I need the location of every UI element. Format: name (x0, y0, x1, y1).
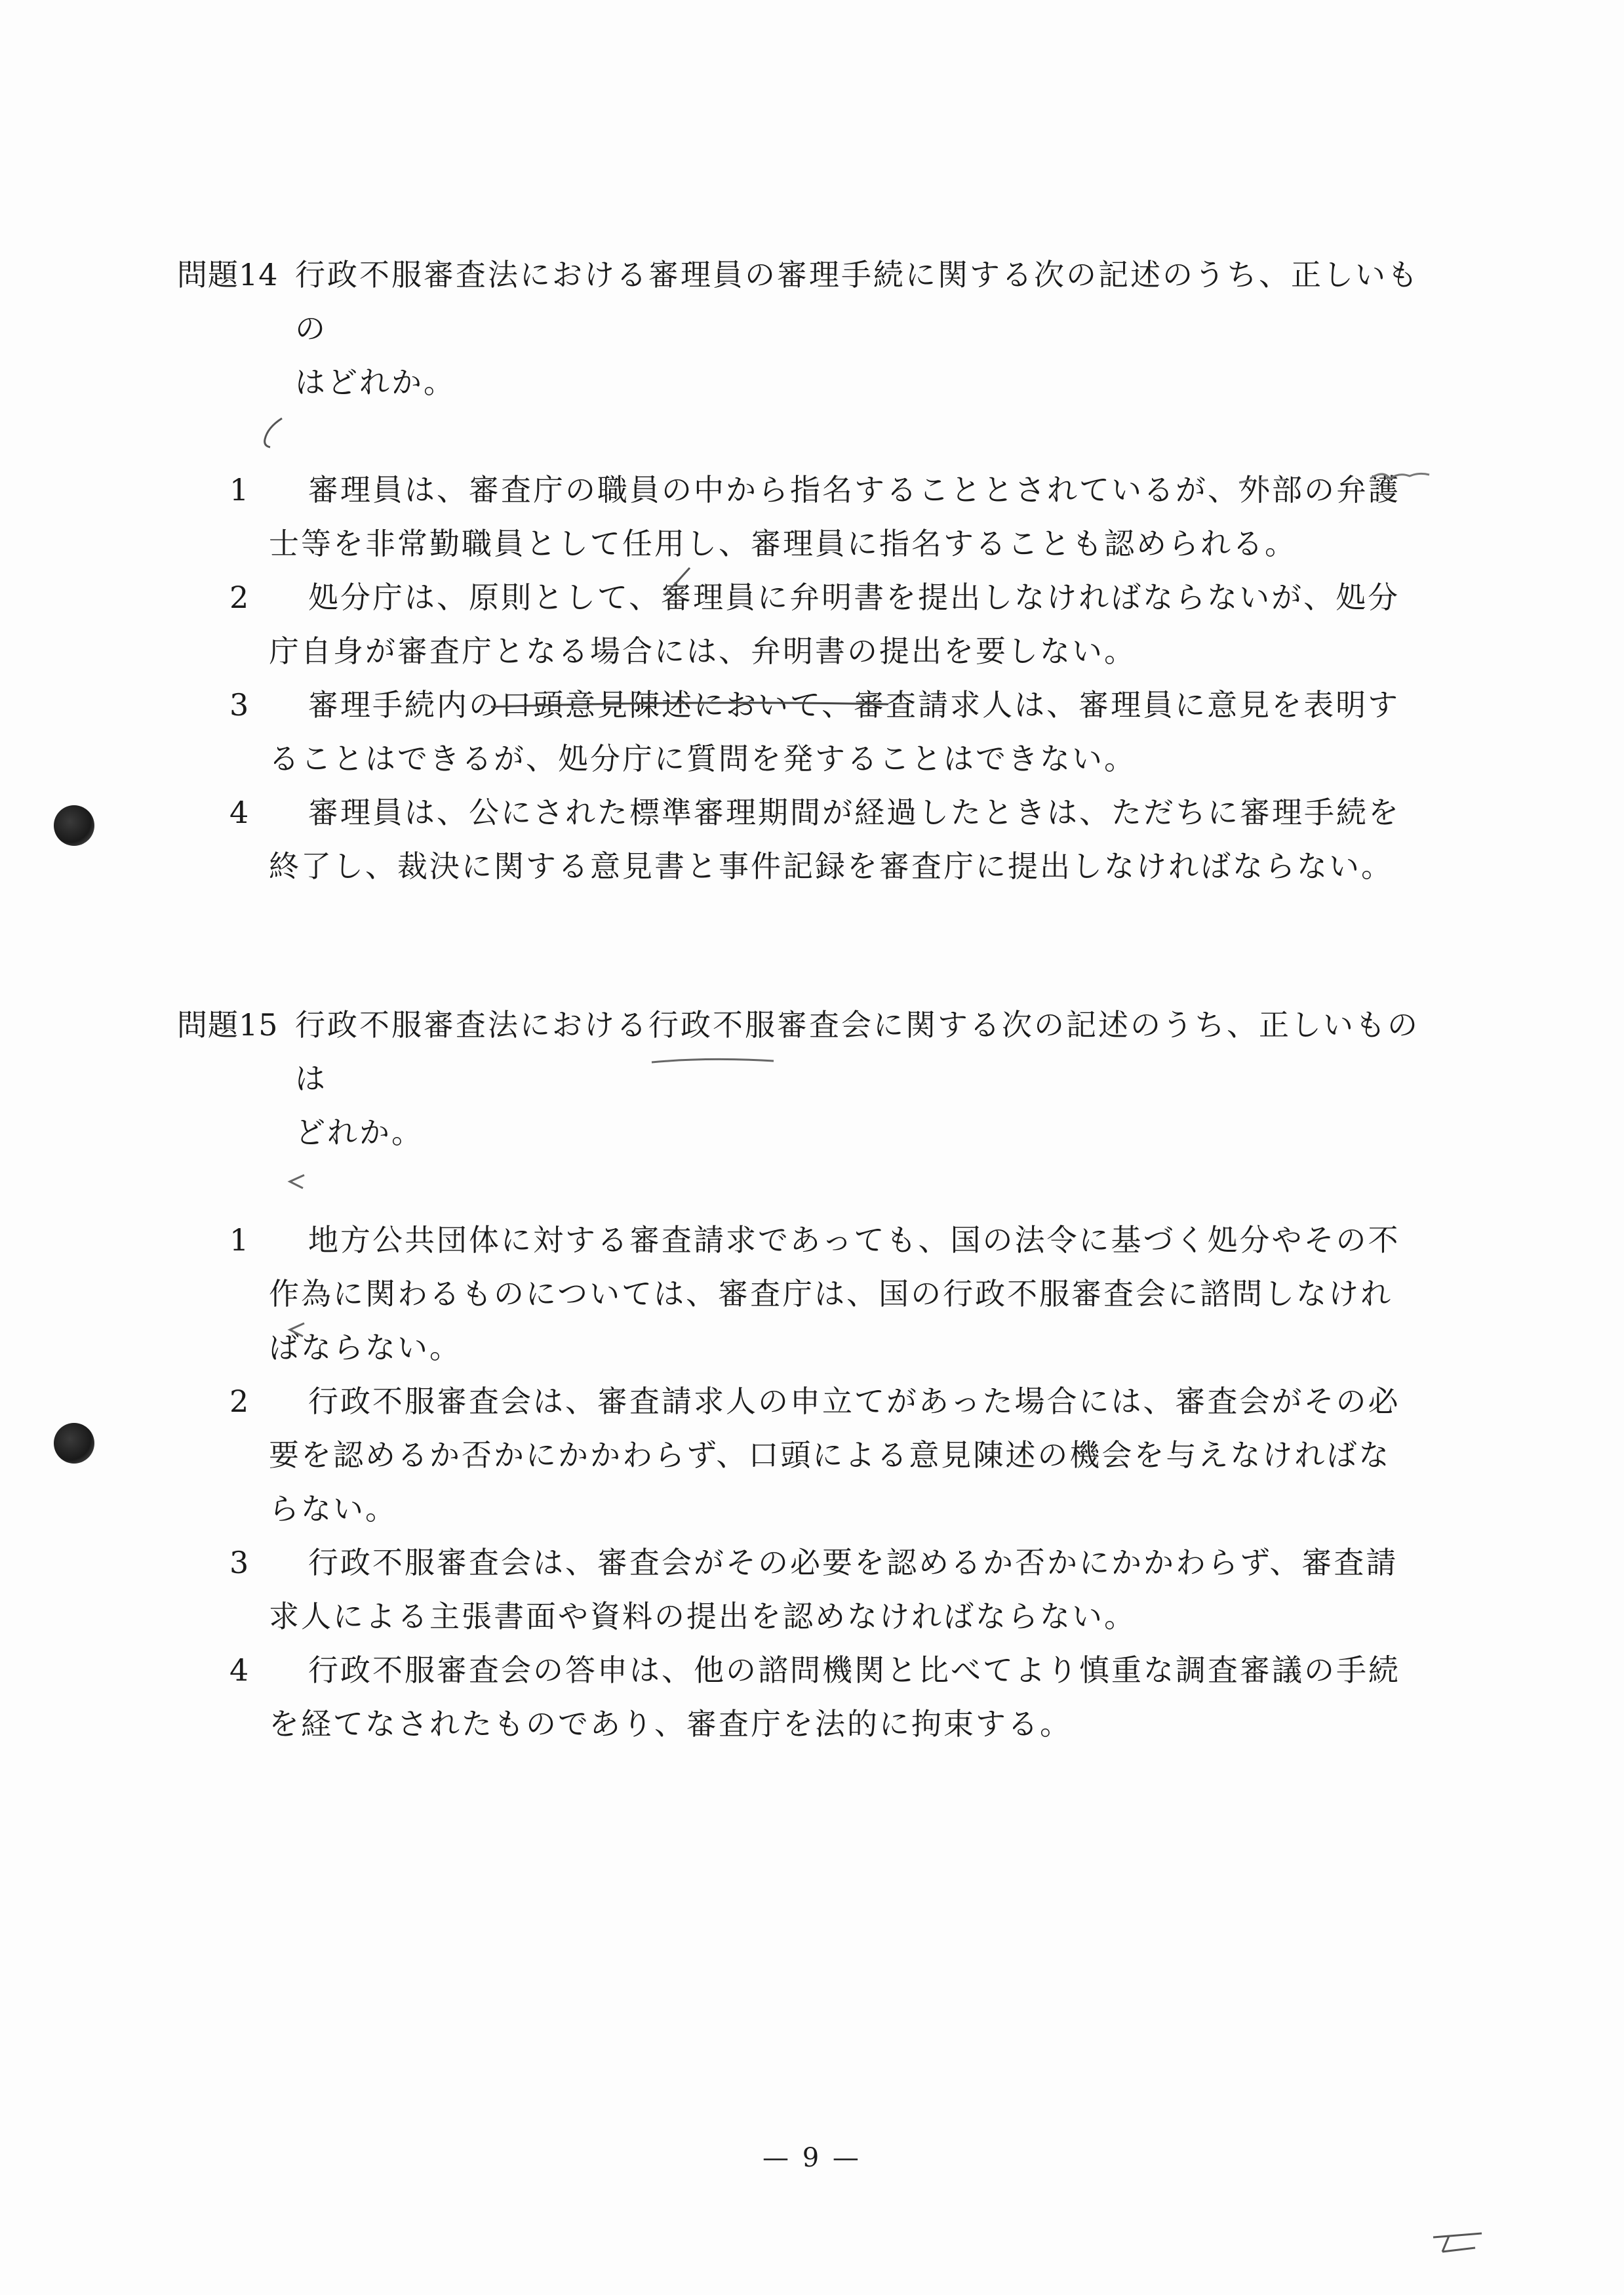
punch-hole (54, 1423, 94, 1464)
option-item (229, 570, 1423, 678)
option-item (229, 1643, 1423, 1751)
option-text: 地方公共団体に対する審査請求であっても、国の法令に基づく処分やその不作為に関わるものについては、審査庁は、国の行政不服審査会に諮問しなければならない。 (269, 1222, 1400, 1365)
option-text: 行政不服審査会は、審査請求人の申立てがあった場合には、審査会がその必要を認めるか否かにかかわらず、口頭による意見陳述の機会を与えなければならない。 (269, 1384, 1400, 1527)
option-number: 2 (229, 580, 251, 615)
option-number: 2 (229, 1384, 251, 1419)
option-number: 3 (229, 687, 251, 723)
question-stem (177, 248, 1423, 409)
option-text: 行政不服審査会の答申は、他の諮問機関と比べてより慎重な調査審議の手続を経てなされたものであり、審査庁を法的に拘束する。 (269, 1652, 1400, 1742)
question-15 (177, 998, 1423, 1751)
question-stem-line: どれか。 (295, 1115, 424, 1150)
question-number: 問題14 (177, 257, 279, 292)
question-number: 問題15 (177, 1007, 279, 1043)
option-text: 審理員は、公にされた標準審理期間が経過したときは、ただちに審理手続を終了し、裁決に関する意見書と事件記録を審査庁に提出しなければならない。 (269, 795, 1400, 884)
option-number: 1 (229, 1222, 251, 1258)
punch-hole (54, 805, 94, 846)
option-number: 4 (229, 795, 251, 830)
option-number: 4 (229, 1652, 251, 1688)
option-list (229, 463, 1423, 893)
page-number: — 9 — (762, 2143, 862, 2173)
option-number: 1 (229, 472, 251, 508)
question-stem (177, 998, 1423, 1159)
option-item (229, 786, 1423, 893)
question-14 (177, 248, 1423, 893)
option-item (229, 1213, 1423, 1374)
option-item (229, 463, 1423, 570)
option-text: 行政不服審査会は、審査会がその必要を認めるか否かにかかわらず、審査請求人による主張書面や資料の提出を認めなければならない。 (269, 1545, 1398, 1634)
option-text: 処分庁は、原則として、審理員に弁明書を提出しなければならないが、処分庁自身が審査庁となる場合には、弁明書の提出を要しない。 (269, 580, 1400, 669)
option-number: 3 (229, 1545, 251, 1580)
question-stem-line: はどれか。 (295, 365, 456, 400)
option-list (229, 1213, 1423, 1751)
option-text: 審理手続内の口頭意見陳述において、審査請求人は、審理員に意見を表明することはできるが、処分庁に質問を発することはできない。 (269, 687, 1400, 776)
option-item (229, 1374, 1423, 1536)
option-item (229, 1536, 1423, 1643)
option-text: 審理員は、審査庁の職員の中から指名することとされているが、外部の弁護士等を非常勤職員として任用し、審理員に指名することも認められる。 (269, 472, 1400, 561)
question-stem-line: 行政不服審査法における審理員の審理手続に関する次の記述のうち、正しいもの (295, 257, 1419, 346)
question-stem-line: 行政不服審査法における行政不服審査会に関する次の記述のうち、正しいものは (295, 1007, 1419, 1096)
option-item (229, 678, 1423, 786)
pencil-scribble-mark (1429, 2229, 1488, 2256)
